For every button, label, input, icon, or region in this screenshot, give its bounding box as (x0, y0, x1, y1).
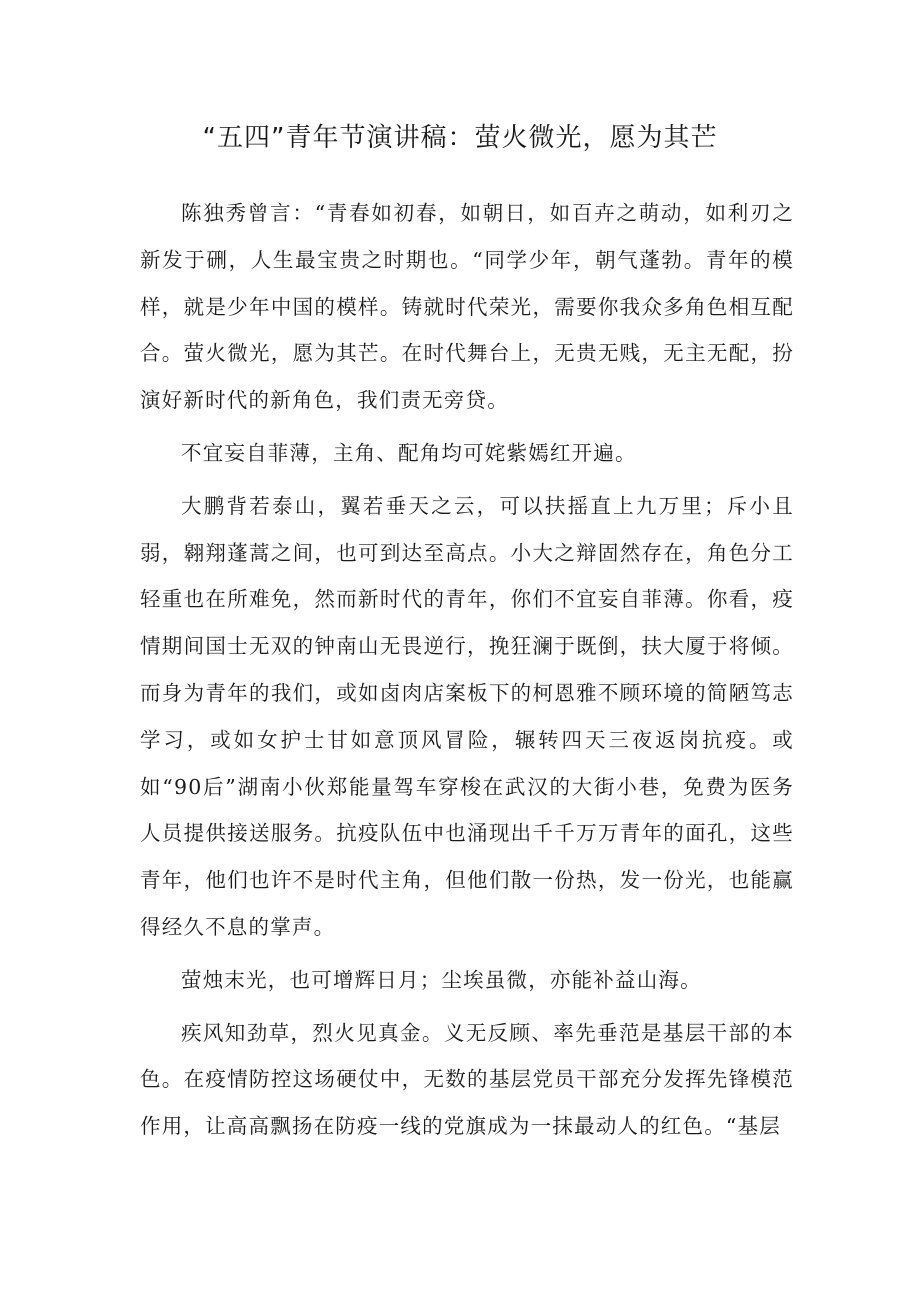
paragraph: 陈独秀曾言：“青春如初春，如朝日，如百卉之萌动，如利刃之新发于硎，人生最宝贵之时期也。“同学少年，朝气蓬勃。青年的模样，就是少年中国的模样。铸就时代荣光，需要你我众多角色相互配合。萤火微光，愿为其芒。在时代舞台上，无贵无贱，无主无配，扮演好新时代的新角色，我们责无旁贷。 (140, 201, 794, 413)
document-body (140, 190, 794, 1156)
document-title: “五四”青年节演讲稿：萤火微光，愿为其芒 (202, 123, 718, 153)
paragraph: 疾风知劲草，烈火见真金。义无反顾、率先垂范是基层干部的本色。在疫情防控这场硬仗中，无数的基层党员干部充分发挥先锋模范作用，让高高飘扬在防疫一线的党旗成为一抹最动人的红色。“基层 (140, 1020, 794, 1139)
paragraph: 大鹏背若泰山，翼若垂天之云，可以扶摇直上九万里；斥小且弱，翱翔蓬蒿之间，也可到达至高点。小大之辩固然存在，角色分工轻重也在所难免，然而新时代的青年，你们不宜妄自菲薄。你看，疫情期间国士无双的钟南山无畏逆行，挽狂澜于既倒，扶大厦于将倾。而身为青年的我们，或如卤肉店案板下的柯恩雅不顾环境的简陋笃志学习，或如女护士甘如意顶风冒险，辗转四天三夜返岗抗疫。或如“90后”湖南小伙郑能量驾车穿梭在武汉的大街小巷，免费为医务人员提供接送服务。抗疫队伍中也涌现出千千万万青年的面孔，这些青年，他们也许不是时代主角，但他们散一份热，发一份光，也能赢得经久不息的掌声。 (140, 493, 794, 939)
paragraph: 不宜妄自菲薄，主角、配角均可姹紫嫣红开遍。 (181, 440, 637, 465)
paragraph: 萤烛末光，也可增辉日月；尘埃虽微，亦能补益山海。 (181, 967, 702, 992)
